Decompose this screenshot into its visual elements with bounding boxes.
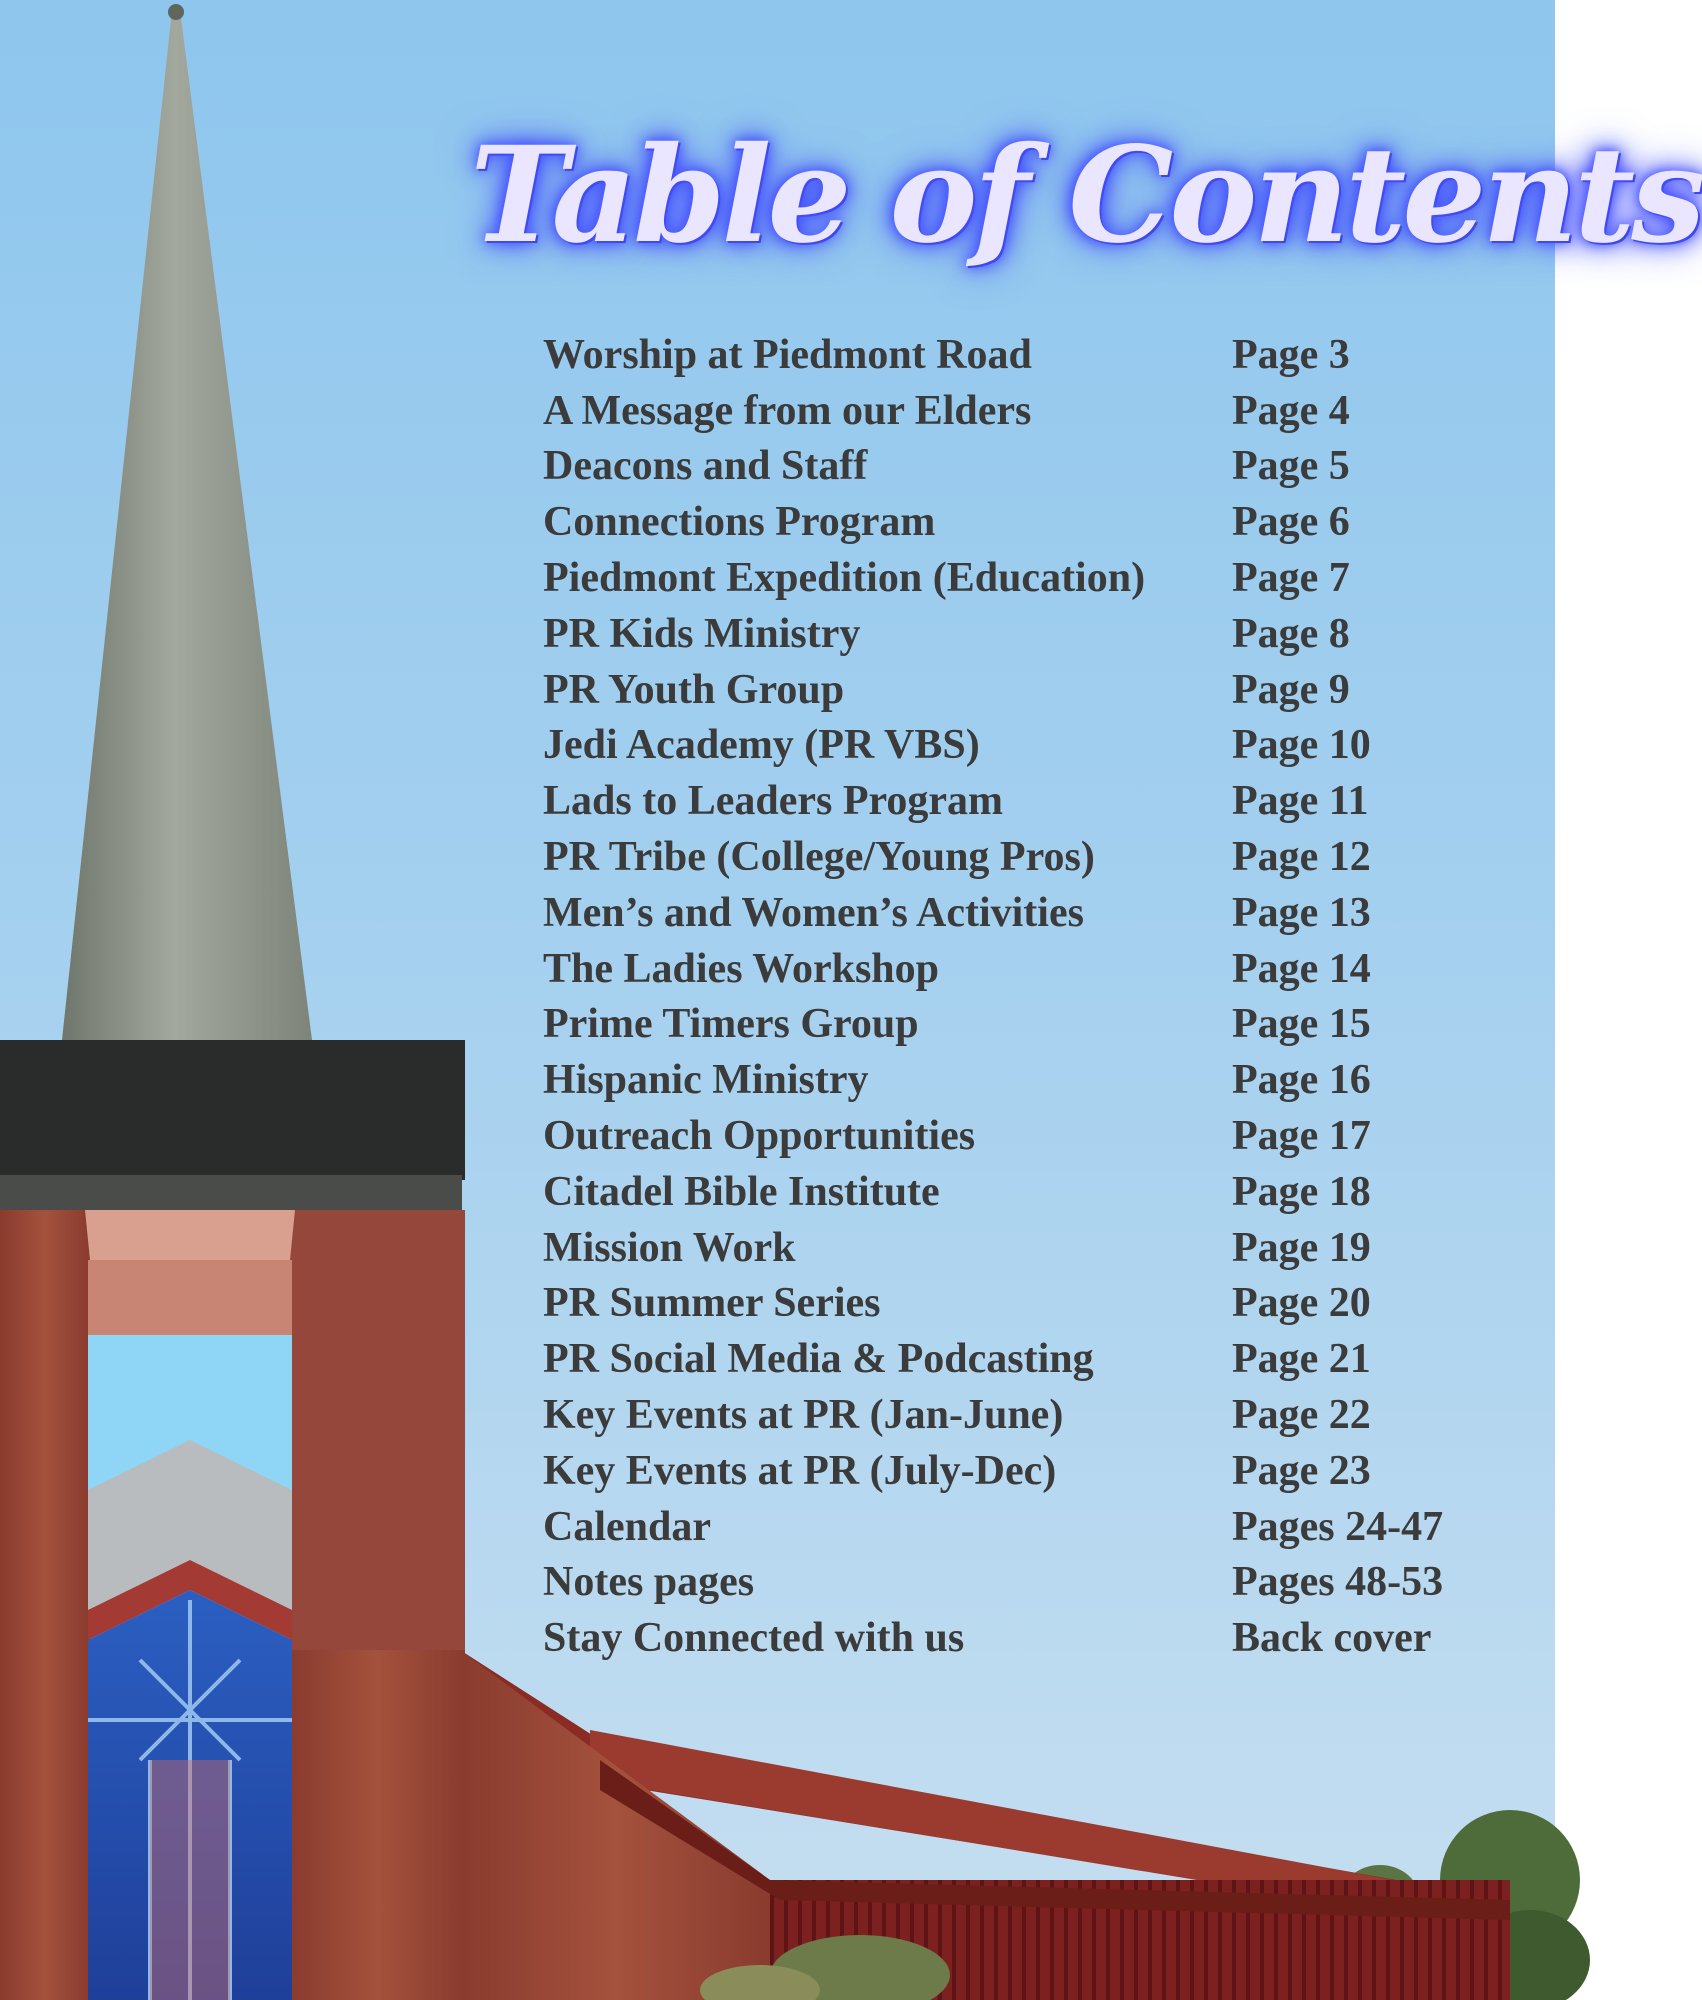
toc-entry [543, 606, 1543, 662]
toc-entry-label: Hispanic Ministry [543, 1057, 869, 1104]
toc-entry-label: PR Social Media & Podcasting [543, 1336, 1094, 1383]
toc-entry-label: Deacons and Staff [543, 443, 868, 490]
toc-entry-page: Page 21 [1232, 1336, 1371, 1383]
toc-entry [543, 1108, 1543, 1164]
table-of-contents-list [543, 327, 1543, 1666]
toc-entry-label: Prime Timers Group [543, 1001, 919, 1048]
toc-entry-page: Page 8 [1232, 610, 1350, 657]
toc-entry-page: Page 19 [1232, 1224, 1371, 1271]
toc-entry [543, 1220, 1543, 1276]
toc-entry [543, 662, 1543, 718]
toc-entry-label: Men’s and Women’s Activities [543, 889, 1084, 936]
toc-entry-label: Mission Work [543, 1224, 796, 1271]
toc-entry [543, 1499, 1543, 1555]
toc-entry-page: Page 10 [1232, 722, 1371, 769]
toc-entry-label: PR Kids Ministry [543, 610, 861, 657]
toc-entry-page: Page 16 [1232, 1057, 1371, 1104]
toc-entry-page: Page 18 [1232, 1168, 1371, 1215]
toc-entry [543, 885, 1543, 941]
toc-entry-label: Stay Connected with us [543, 1615, 965, 1662]
toc-entry-page: Page 9 [1232, 666, 1350, 713]
toc-entry [543, 829, 1543, 885]
toc-entry-page: Page 14 [1232, 945, 1371, 992]
toc-entry-page: Page 6 [1232, 499, 1350, 546]
toc-entry [543, 327, 1543, 383]
toc-entry-page: Page 4 [1232, 387, 1350, 434]
toc-entry-label: Connections Program [543, 499, 936, 546]
toc-entry-page: Page 5 [1232, 443, 1350, 490]
toc-entry [543, 1276, 1543, 1332]
toc-entry-label: Outreach Opportunities [543, 1113, 976, 1160]
toc-entry [543, 383, 1543, 439]
toc-entry [543, 1164, 1543, 1220]
toc-entry [543, 1610, 1543, 1666]
toc-entry-page: Page 11 [1232, 778, 1369, 825]
toc-entry-label: Worship at Piedmont Road [543, 331, 1032, 378]
toc-entry-page: Page 20 [1232, 1280, 1371, 1327]
page-title: Table of Contents [470, 118, 1702, 273]
toc-entry-page: Pages 48-53 [1232, 1559, 1444, 1606]
toc-entry [543, 1443, 1543, 1499]
toc-entry-label: A Message from our Elders [543, 387, 1032, 434]
toc-entry-label: PR Youth Group [543, 666, 845, 713]
toc-entry-page: Page 12 [1232, 834, 1371, 881]
toc-entry [543, 941, 1543, 997]
toc-entry-page: Page 23 [1232, 1447, 1371, 1494]
toc-entry [543, 773, 1543, 829]
toc-entry-label: The Ladies Workshop [543, 945, 940, 992]
toc-entry-label: Lads to Leaders Program [543, 778, 1004, 825]
toc-entry [543, 1555, 1543, 1611]
toc-entry-label: Jedi Academy (PR VBS) [543, 722, 980, 769]
toc-entry-page: Pages 24-47 [1232, 1503, 1444, 1550]
toc-entry [543, 718, 1543, 774]
toc-entry [543, 1052, 1543, 1108]
toc-entry-label: Notes pages [543, 1559, 755, 1606]
toc-entry [543, 1387, 1543, 1443]
toc-entry-label: Key Events at PR (July-Dec) [543, 1447, 1057, 1494]
toc-entry [543, 1331, 1543, 1387]
toc-entry-label: PR Summer Series [543, 1280, 881, 1327]
toc-entry [543, 494, 1543, 550]
toc-entry-label: Piedmont Expedition (Education) [543, 555, 1146, 602]
toc-entry-page: Page 15 [1232, 1001, 1371, 1048]
toc-entry-label: PR Tribe (College/Young Pros) [543, 834, 1095, 881]
toc-entry [543, 997, 1543, 1053]
toc-entry-page: Back cover [1232, 1615, 1432, 1662]
toc-entry-label: Citadel Bible Institute [543, 1168, 940, 1215]
toc-entry [543, 439, 1543, 495]
toc-entry-page: Page 13 [1232, 889, 1371, 936]
toc-entry-page: Page 22 [1232, 1392, 1371, 1439]
toc-entry-page: Page 3 [1232, 331, 1350, 378]
toc-entry [543, 550, 1543, 606]
toc-entry-page: Page 7 [1232, 555, 1350, 602]
toc-entry-label: Key Events at PR (Jan-June) [543, 1392, 1064, 1439]
toc-entry-page: Page 17 [1232, 1113, 1371, 1160]
toc-entry-label: Calendar [543, 1503, 711, 1550]
